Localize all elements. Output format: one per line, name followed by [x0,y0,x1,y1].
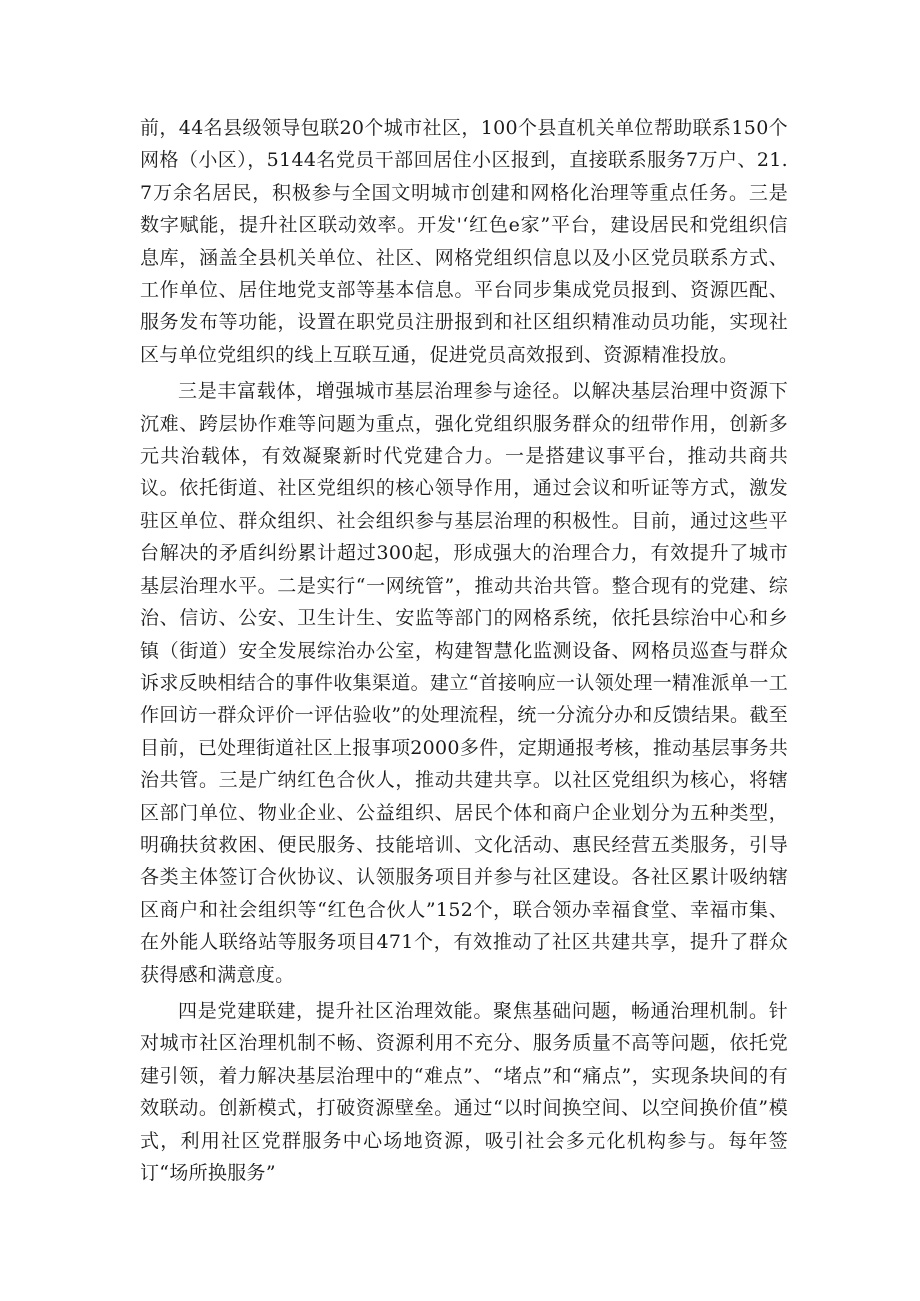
document-page [140,112,788,1189]
paragraph-continuation: 前，44名县级领导包联20个城市社区，100个县直机关单位帮助联系150个网格（小区），5144名党员干部回居住小区报到，直接联系服务7万户、21.7万余名居民，积极参与全国文明城市创建和网格化治理等重点任务。三是数字赋能，提升社区联动效率。开发'‘红色e家”平台，建设居民和党组织信息库，涵盖全县机关单位、社区、网格党组织信息以及小区党员联系方式、工作单位、居住地党支部等基本信息。平台同步集成党员报到、资源匹配、服务发布等功能，设置在职党员注册报到和社区组织精准动员功能，实现社区与单位党组织的线上互联互通，促进党员高效报到、资源精准投放。 [140,117,788,366]
paragraph-section-three: 三是丰富载体，增强城市基层治理参与途径。以解决基层治理中资源下沉难、跨层协作难等问题为重点，强化党组织服务群众的纽带作用，创新多元共治载体，有效凝聚新时代党建合力。一是搭建议事平台，推动共商共议。依托街道、社区党组织的核心领导作用，通过会议和听证等方式，激发驻区单位、群众组织、社会组织参与基层治理的积极性。目前，通过这些平台解决的矛盾纠纷累计超过300起，形成强大的治理合力，有效提升了城市基层治理水平。二是实行“一网统管”，推动共治共管。整合现有的党建、综治、信访、公安、卫生计生、安监等部门的网格系统，依托县综治中心和乡镇（街道）安全发展综治办公室，构建智慧化监测设备、网格员巡查与群众诉求反映相结合的事件收集渠道。建立“首接响应一认领处理一精准派单一工作回访一群众评价一评估验收”的处理流程，统一分流分办和反馈结果。截至目前，已处理街道社区上报事项2000多件，定期通报考核，推动基层事务共治共管。三是广纳红色合伙人，推动共建共享。以社区党组织为核心，将辖区部门单位、物业企业、公益组织、居民个体和商户企业划分为五种类型，明确扶贫救困、便民服务、技能培训、文化活动、惠民经营五类服务，引导各类主体签订合伙协议、认领服务项目并参与社区建设。各社区累计吸纳辖区商户和社会组织等“红色合伙人”152个，联合领办幸福食堂、幸福市集、在外能人联络站等服务项目471个，有效推动了社区共建共享，提升了群众获得感和满意度。 [140,380,788,986]
paragraph-section-four: 四是党建联建，提升社区治理效能。聚焦基础问题，畅通治理机制。针对城市社区治理机制不畅、资源利用不充分、服务质量不高等问题，依托党建引领，着力解决基层治理中的“难点”、“堵点”和“痛点”，实现条块间的有效联动。创新模式，打破资源壁垒。通过“以时间换空间、以空间换价值”模式，利用社区党群服务中心场地资源，吸引社会多元化机构参与。每年签订“场所换服务” [140,999,788,1184]
